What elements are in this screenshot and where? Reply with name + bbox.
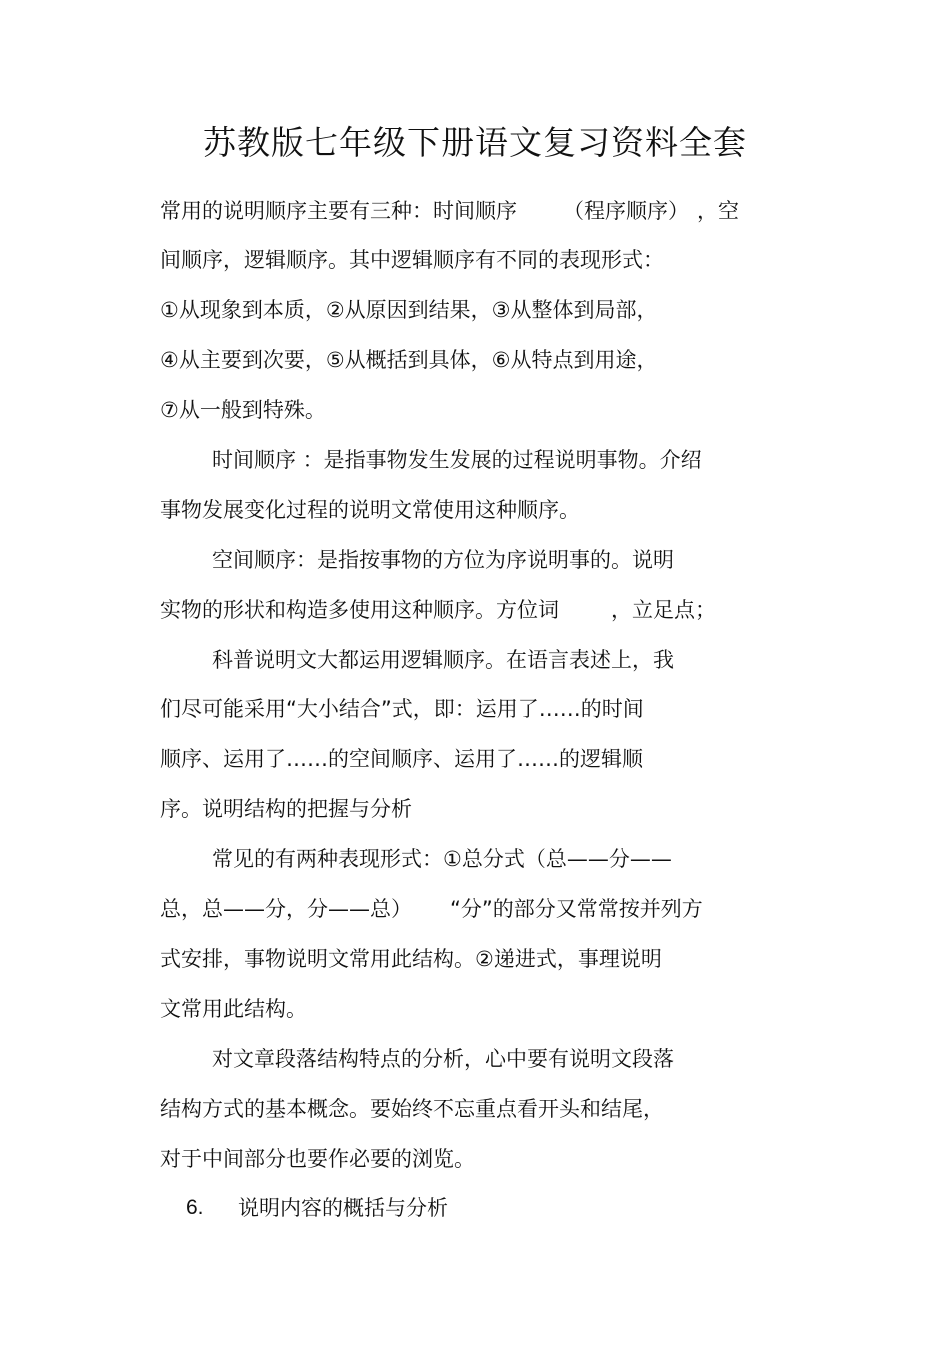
section-heading: 说明内容的概括与分析 (238, 1196, 448, 1220)
text-line: 式安排，事物说明文常用此结构。②递进式，事理说明 (160, 947, 662, 971)
text-segment: （程序顺序） (563, 199, 689, 223)
text-segment: 常用的说明顺序主要有三种：时间顺序 (160, 199, 517, 223)
section-number: 6. (186, 1196, 204, 1219)
text-segment: 总，总——分，分——总） (160, 897, 412, 921)
text-line (160, 892, 703, 926)
text-line: 间顺序，逻辑顺序。其中逻辑顺序有不同的表现形式： (160, 248, 664, 272)
text-segment: 实物的形状和构造多使用这种顺序。方位词 (160, 598, 559, 622)
text-line: 结构方式的基本概念。要始终不忘重点看开头和结尾， (160, 1097, 664, 1121)
text-line: 顺序、运用了……的空间顺序、运用了……的逻辑顺 (160, 747, 643, 771)
text-segment: ，空 (697, 199, 739, 223)
text-line (160, 593, 716, 627)
text-line (160, 194, 739, 228)
text-line: 科普说明文大都运用逻辑顺序。在语言表述上，我 (212, 648, 674, 672)
text-line: 时间顺序 ：是指事物发生发展的过程说明事物。介绍 (212, 448, 702, 472)
text-line: 事物发展变化过程的说明文常使用这种顺序。 (160, 498, 580, 522)
text-line: 对文章段落结构特点的分析，心中要有说明文段落 (212, 1047, 674, 1071)
page-title: 苏教版七年级下册语文复习资料全套 (203, 123, 747, 162)
text-segment: ，立足点； (611, 598, 716, 622)
text-line: 序。说明结构的把握与分析 (160, 797, 412, 821)
text-line: 们尽可能采用“大小结合”式，即：运用了……的时间 (160, 697, 644, 721)
text-line: ①从现象到本质，②从原因到结果，③从整体到局部， (160, 298, 658, 322)
text-line: 常见的有两种表现形式：①总分式（总——分—— (212, 847, 672, 871)
text-line: 空间顺序：是指按事物的方位为序说明事的。说明 (212, 548, 674, 572)
text-line: 对于中间部分也要作必要的浏览。 (160, 1147, 475, 1171)
text-line: 文常用此结构。 (160, 997, 307, 1021)
text-line: ⑦从一般到特殊。 (160, 398, 326, 422)
text-line: ④从主要到次要，⑤从概括到具体，⑥从特点到用途， (160, 348, 658, 372)
text-segment: “分”的部分又常常按并列方 (450, 897, 703, 921)
